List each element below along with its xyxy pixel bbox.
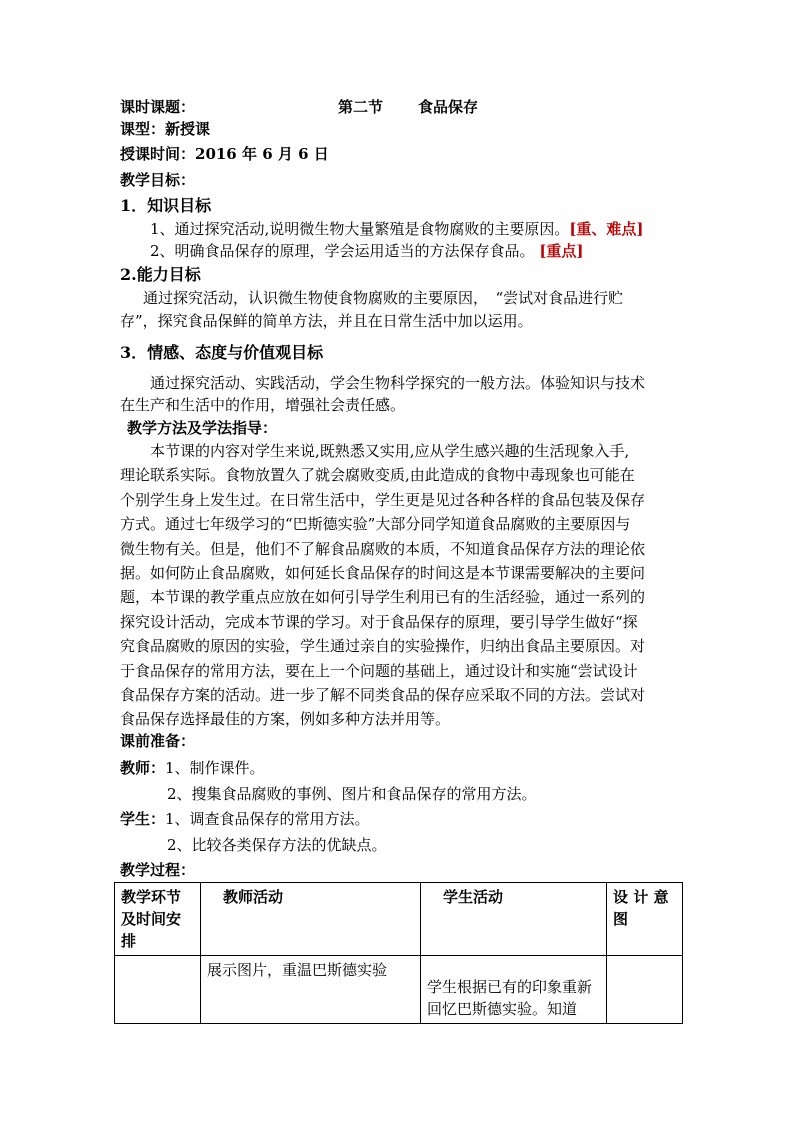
emotion-heading: 3．情感、态度与价值观目标 xyxy=(120,343,324,362)
emotion-line-2: 在生产和生活中的作用，增强社会责任感。 xyxy=(120,396,406,414)
knowledge-heading: 1．知识目标 xyxy=(120,196,212,215)
student-prep-1 xyxy=(120,808,370,830)
methods-line: 个别学生身上发生过。在日常生活中，学生更是见过各种各样的食品包装及保存 xyxy=(120,490,646,509)
knowledge-item-2-text: 2、明确食品保存的原理，学会运用适当的方法保存食品。 xyxy=(150,242,535,260)
methods-line: 理论联系实际。食物放置久了就会腐败变质,由此造成的食物中毒现象也可能在 xyxy=(120,466,635,485)
cell-stage xyxy=(115,956,201,1024)
key-difficult-tag: [重、难点] xyxy=(569,220,644,238)
methods-paragraph xyxy=(120,439,690,732)
ability-line-1: 通过探究活动，认识微生物使食物腐败的主要原因， “尝试对食品进行贮 xyxy=(143,289,624,307)
col-header-intent: 设 计 意图 xyxy=(607,883,683,956)
methods-line: 究食品腐败的原因的实验，学生通过亲自的实验操作，归纳出食品主要原因。对 xyxy=(120,637,646,656)
methods-line: 题，本节课的教学重点应放在如何引导学生利用已有的生活经验，通过一系列的 xyxy=(120,588,646,607)
methods-heading: 教学方法及学法指导： xyxy=(127,419,278,437)
teacher-prep-item-2: 2、搜集食品腐败的事例、图片和食品保存的常用方法。 xyxy=(167,785,537,803)
lesson-date: 授课时间：2016 年 6 月 6 日 xyxy=(120,145,329,163)
methods-line: 于食品保存的常用方法，要在上一个问题的基础上，通过设计和实施“尝试设计 xyxy=(120,661,638,680)
lesson-type: 课型：新授课 xyxy=(120,120,211,138)
methods-line: 探究设计活动，完成本节课的学习。对于食品保存的原理，要引导学生做好“探 xyxy=(120,612,638,631)
process-table xyxy=(114,882,683,1024)
cell-design-intent xyxy=(607,956,683,1024)
emotion-line-1: 通过探究活动、实践活动，学会生物科学探究的一般方法。体验知识与技术 xyxy=(150,374,646,392)
teacher-label: 教师： xyxy=(120,759,166,777)
teacher-prep-item-1: 1、制作课件。 xyxy=(165,759,265,777)
prep-heading: 课前准备： xyxy=(120,732,196,750)
objectives-heading: 教学目标： xyxy=(120,171,196,189)
methods-line: 据。如何防止食品腐败，如何延长食品保存的时间这是本节课需要解决的主要问 xyxy=(120,564,646,583)
ability-line-2: 存”，探究食品保鲜的简单方法，并且在日常生活中加以运用。 xyxy=(120,312,533,330)
student-prep-item-1: 1、调查食品保存的常用方法。 xyxy=(165,810,370,828)
col-header-stage: 教学环节及时间安排 xyxy=(115,883,201,956)
methods-line: 微生物有关。但是，他们不了解食品腐败的本质，不知道食品保存方法的理论依 xyxy=(120,539,646,558)
col-header-teacher: 教师活动 xyxy=(201,883,421,956)
methods-line: 食品保存选择最佳的方案，例如多种方法并用等。 xyxy=(120,710,451,729)
knowledge-item-1-text: 1、通过探究活动,说明微生物大量繁殖是食物腐败的主要原因。 xyxy=(150,220,570,238)
cell-student-activity: 学生根据已有的印象重新回忆巴斯德实验。知道 xyxy=(421,956,607,1024)
key-point-tag: [重点] xyxy=(539,242,584,260)
table-header-row xyxy=(115,883,683,956)
methods-line: 方式。通过七年级学习的“巴斯德实验”大部分同学知道食品腐败的主要原因与 xyxy=(120,515,631,534)
knowledge-item-2 xyxy=(150,240,584,262)
teacher-prep-1 xyxy=(120,757,265,779)
section-number: 第二节 xyxy=(338,98,384,116)
ability-heading: 2.能力目标 xyxy=(120,265,201,284)
cell-teacher-activity: 展示图片，重温巴斯德实验 xyxy=(201,956,421,1024)
methods-line: 食品保存方案的活动。进一步了解不同类食品的保存应采取不同的方法。尝试对 xyxy=(120,686,646,705)
col-header-student: 学生活动 xyxy=(421,883,607,956)
knowledge-item-1 xyxy=(150,218,644,240)
process-heading: 教学过程： xyxy=(120,861,196,879)
methods-line: 本节课的内容对学生来说,既熟悉又实用,应从学生感兴趣的生活现象入手, xyxy=(150,442,630,460)
topic-label: 课时课题： xyxy=(120,98,196,116)
student-label: 学生： xyxy=(120,810,166,828)
table-row xyxy=(115,956,683,1024)
lesson-topic: 食品保存 xyxy=(418,98,479,116)
student-prep-item-2: 2、比较各类保存方法的优缺点。 xyxy=(167,836,387,854)
